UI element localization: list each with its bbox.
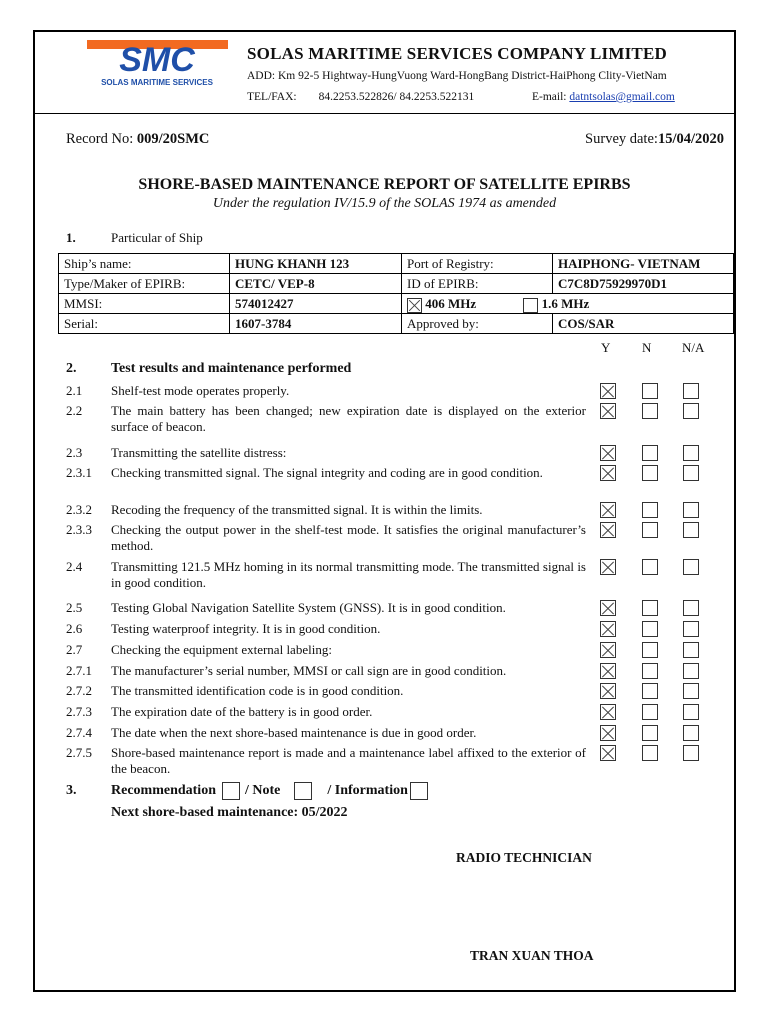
record-label: Record No: — [66, 131, 137, 147]
item-number: 2.7 — [66, 642, 83, 657]
serial-label: Serial: — [59, 314, 230, 334]
section-2-heading — [66, 361, 351, 377]
recommendation-checkbox[interactable] — [222, 782, 240, 800]
item-text: Recoding the frequency of the transmitted signal. It is within the limits. — [111, 502, 483, 517]
mmsi-label: MMSI: — [59, 294, 230, 314]
item-text: Testing waterproof integrity. It is in good condition. — [111, 621, 381, 636]
signature-name: TRAN XUAN THOA — [470, 948, 594, 963]
item-text: Testing Global Navigation Satellite System (GNSS). It is in good condition. — [111, 600, 506, 615]
checkbox-na[interactable] — [683, 383, 699, 399]
email-label: E-mail: — [532, 91, 567, 103]
item-number: 2.7.4 — [66, 725, 92, 740]
checkbox-yes[interactable] — [600, 502, 616, 518]
checkbox-no[interactable] — [642, 383, 658, 399]
mmsi-value: 574012427 — [230, 294, 402, 314]
checkbox-no[interactable] — [642, 683, 658, 699]
checkbox-no[interactable] — [642, 465, 658, 481]
checkbox-no[interactable] — [642, 642, 658, 658]
checkbox-na[interactable] — [683, 465, 699, 481]
ship-particulars-table — [58, 253, 734, 334]
table-row — [59, 294, 734, 314]
tel-label: TEL/FAX: — [247, 91, 297, 103]
checkbox-no[interactable] — [642, 704, 658, 720]
ship-name-value: HUNG KHANH 123 — [230, 254, 402, 274]
report-title: SHORE-BASED MAINTENANCE REPORT OF SATELLITE EPIRBS — [138, 176, 631, 193]
header-divider — [35, 113, 734, 114]
item-text: The transmitted identification code is in good condition. — [111, 683, 404, 698]
item-text: Checking transmitted signal. The signal integrity and coding are in good condition. — [111, 465, 543, 480]
ship-name-label: Ship’s name: — [59, 254, 230, 274]
record-number — [66, 131, 209, 148]
section-3-number: 3. — [66, 783, 77, 799]
recommendation-label: Recommendation — [111, 783, 216, 799]
checkbox-na[interactable] — [683, 642, 699, 658]
freq-406-label: 406 MHz — [425, 296, 477, 311]
checkbox-yes[interactable] — [600, 745, 616, 761]
item-number: 2.3.1 — [66, 465, 92, 480]
item-number: 2.3.3 — [66, 522, 92, 537]
item-number: 2.5 — [66, 600, 83, 615]
checkbox-na[interactable] — [683, 745, 699, 761]
checkbox-no[interactable] — [642, 600, 658, 616]
item-number: 2.2 — [66, 403, 83, 418]
item-number: 2.7.2 — [66, 683, 92, 698]
checkbox-no[interactable] — [642, 559, 658, 575]
port-value: HAIPHONG- VIETNAM — [553, 254, 734, 274]
checkbox-yes[interactable] — [600, 600, 616, 616]
checkbox-yes[interactable] — [600, 663, 616, 679]
table-row — [59, 254, 734, 274]
checkbox-yes[interactable] — [600, 621, 616, 637]
checkbox-yes[interactable] — [600, 383, 616, 399]
checkbox-no[interactable] — [642, 445, 658, 461]
checkbox-na[interactable] — [683, 704, 699, 720]
smc-logo — [85, 38, 230, 88]
column-y-header: Y — [601, 340, 611, 355]
checkbox-no[interactable] — [642, 502, 658, 518]
item-number: 2.4 — [66, 559, 83, 574]
item-text: Transmitting 121.5 MHz homing in its normal transmitting mode. The transmitted signal is in good condition. — [111, 559, 586, 590]
checkbox-no[interactable] — [642, 745, 658, 761]
note-label: / Note — [245, 783, 281, 799]
checkbox-yes[interactable] — [600, 522, 616, 538]
information-label: / Information — [327, 783, 408, 799]
item-text: The main battery has been changed; new expiration date is displayed on the exterior surface of beacon. — [111, 403, 586, 434]
checkbox-na[interactable] — [683, 600, 699, 616]
item-number: 2.7.3 — [66, 704, 92, 719]
company-address: ADD: Km 92-5 Hightway-HungVuong Ward-HongBang District-HaiPhong Clity-VietNam — [247, 70, 667, 82]
item-text: The manufacturer’s serial number, MMSI or call sign are in good condition. — [111, 663, 507, 678]
item-number: 2.6 — [66, 621, 83, 636]
epirb-id-label: ID of EPIRB: — [402, 274, 553, 294]
company-name: SOLAS MARITIME SERVICES COMPANY LIMITED — [247, 44, 667, 63]
frequency-cell — [402, 294, 734, 314]
section-1-heading — [66, 230, 203, 246]
column-na-header: N/A — [682, 340, 705, 355]
item-number: 2.7.5 — [66, 745, 92, 760]
section-1-label: Particular of Ship — [111, 230, 203, 245]
approved-value: COS/SAR — [553, 314, 734, 334]
logo-text: SMC — [119, 41, 195, 79]
item-text: The expiration date of the battery is in good order. — [111, 704, 373, 719]
item-text: The date when the next shore-based maintenance is due in good order. — [111, 725, 477, 740]
port-label: Port of Registry: — [402, 254, 553, 274]
freq-406-checkbox[interactable] — [407, 298, 422, 313]
checkbox-na[interactable] — [683, 683, 699, 699]
item-text: Shelf-test mode operates properly. — [111, 383, 290, 398]
checkbox-na[interactable] — [683, 522, 699, 538]
freq-1-6-checkbox[interactable] — [523, 298, 538, 313]
checkbox-no[interactable] — [642, 522, 658, 538]
approved-label: Approved by: — [402, 314, 553, 334]
item-number: 2.1 — [66, 383, 83, 398]
checkbox-na[interactable] — [683, 403, 699, 419]
record-value: 009/20SMC — [136, 131, 210, 147]
epirb-id-value: C7C8D75929970D1 — [553, 274, 734, 294]
checkbox-na[interactable] — [683, 663, 699, 679]
checkbox-no[interactable] — [642, 621, 658, 637]
checkbox-yes[interactable] — [600, 403, 616, 419]
item-text: Shore-based maintenance report is made and a maintenance label affixed to the exterior of the beacon. — [111, 745, 586, 776]
note-checkbox[interactable] — [294, 782, 312, 800]
item-text: Transmitting the satellite distress: — [111, 445, 287, 460]
company-contact — [247, 91, 675, 103]
signature-role: RADIO TECHNICIAN — [456, 850, 592, 865]
checkbox-yes[interactable] — [600, 559, 616, 575]
table-row — [59, 274, 734, 294]
checkbox-yes[interactable] — [600, 683, 616, 699]
checkbox-na[interactable] — [683, 502, 699, 518]
serial-value: 1607-3784 — [230, 314, 402, 334]
section-3-heading — [66, 782, 433, 800]
logo-subtext: SOLAS MARITIME SERVICES — [101, 78, 213, 87]
information-checkbox[interactable] — [410, 782, 428, 800]
column-n-header: N — [642, 340, 652, 355]
email-link[interactable]: datntsolas@gmail.com — [569, 91, 675, 103]
table-row — [59, 314, 734, 334]
section-1-number: 1. — [66, 230, 76, 245]
checkbox-na[interactable] — [683, 621, 699, 637]
freq-1-6-label: 1.6 MHz — [541, 296, 590, 311]
next-maintenance-value: 05/2022 — [301, 805, 348, 820]
item-text: Checking the output power in the shelf-test mode. It satisfies the original manufacturer’s method. — [111, 522, 586, 553]
checkbox-no[interactable] — [642, 725, 658, 741]
checkbox-yes[interactable] — [600, 725, 616, 741]
epirb-type-value: CETC/ VEP-8 — [230, 274, 402, 294]
report-subtitle: Under the regulation IV/15.9 of the SOLAS 1974 as amended — [212, 196, 557, 211]
next-maintenance — [111, 805, 348, 821]
checkbox-yes[interactable] — [600, 445, 616, 461]
checkbox-no[interactable] — [642, 403, 658, 419]
item-number: 2.3.2 — [66, 502, 92, 517]
checkbox-na[interactable] — [683, 445, 699, 461]
next-maintenance-label: Next shore-based maintenance: — [111, 805, 299, 820]
section-2-number: 2. — [66, 361, 77, 376]
checkbox-yes[interactable] — [600, 704, 616, 720]
item-number: 2.3 — [66, 445, 83, 460]
checkbox-na[interactable] — [683, 725, 699, 741]
survey-label: Survey date: — [585, 131, 658, 147]
checkbox-yes[interactable] — [600, 465, 616, 481]
survey-value: 15/04/2020 — [657, 131, 724, 147]
survey-date — [585, 131, 724, 148]
tel-value: 84.2253.522826/ 84.2253.522131 — [318, 91, 475, 103]
checkbox-na[interactable] — [683, 559, 699, 575]
item-text: Checking the equipment external labeling: — [111, 642, 332, 657]
checkbox-yes[interactable] — [600, 642, 616, 658]
epirb-type-label: Type/Maker of EPIRB: — [59, 274, 230, 294]
section-2-label: Test results and maintenance performed — [111, 361, 352, 376]
checkbox-no[interactable] — [642, 663, 658, 679]
item-number: 2.7.1 — [66, 663, 92, 678]
